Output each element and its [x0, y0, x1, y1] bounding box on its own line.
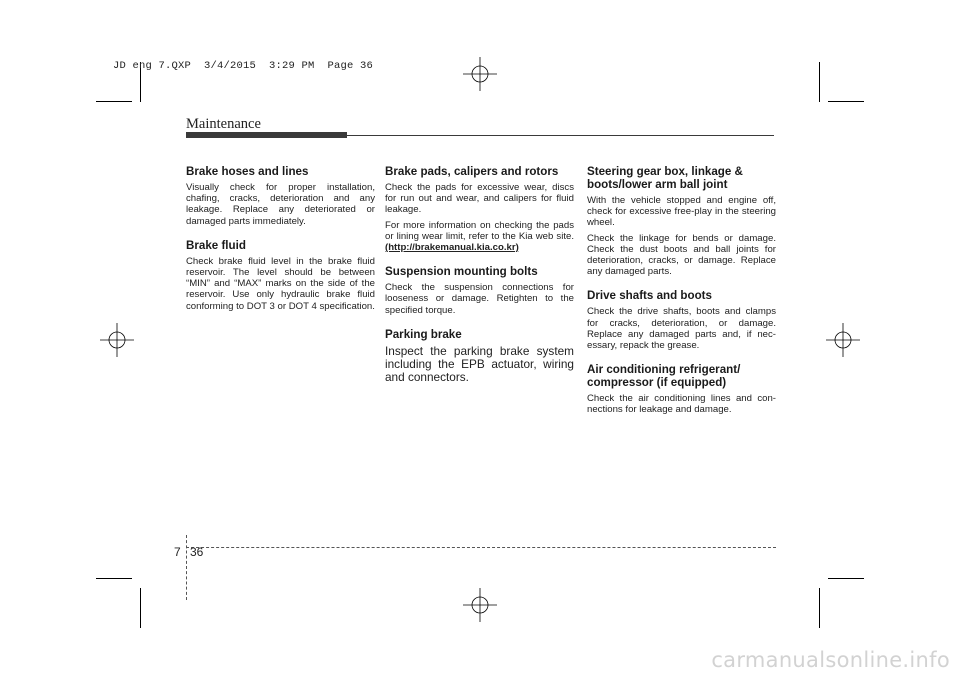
paragraph: Check brake fluid level in the brake fluid reservoir. The level should be between “MIN” and “MAX” marks on the side of the reservoir. Use only hydraulic brake fluid conforming to DOT 3 or DOT 4 specification. — [186, 255, 375, 312]
footer-divider — [186, 535, 187, 600]
crop-mark — [828, 101, 864, 102]
heading-brake-hoses: Brake hoses and lines — [186, 165, 309, 178]
heading-parking-brake: Parking brake — [385, 327, 462, 341]
paragraph: With the vehicle stopped and engine off, check for excessive free-play in the steering wheel. — [587, 195, 776, 229]
paragraph: Check the drive shafts, boots and clamps for cracks, deterioration, or damage. Replace any damaged parts and, if nec- essary, repack the grease. — [587, 306, 776, 352]
crop-mark — [96, 101, 132, 102]
header-bar — [186, 132, 347, 138]
paragraph: For more information on checking the pads or lining wear limit, refer to the Kia web site. (http://brakemanual.kia.co.kr) — [385, 219, 574, 254]
content-column-3 — [587, 165, 776, 420]
section-title: Maintenance — [186, 116, 261, 132]
page-number: 36 — [190, 545, 204, 559]
paragraph: Check the air conditioning lines and con- nections for leakage and damage. — [587, 393, 776, 416]
content-column-2 — [385, 165, 574, 388]
content-column-1 — [186, 165, 375, 316]
heading-suspension: Suspension mounting bolts — [385, 265, 538, 279]
crop-mark — [819, 62, 820, 102]
crop-mark — [96, 578, 132, 579]
paragraph: Visually check for proper installation, chafing, cracks, deterioration and any leakage. Replace any deteriorated or damaged parts immediately. — [186, 182, 375, 227]
crop-mark — [828, 578, 864, 579]
header-rule — [347, 135, 774, 136]
heading-brake-fluid: Brake fluid — [186, 238, 246, 252]
footer-rule — [186, 547, 776, 548]
brake-manual-link[interactable]: (http://brakemanual.kia.co.kr) — [385, 242, 519, 254]
print-slug: JD eng 7.QXP 3/4/2015 3:29 PM Page 36 — [113, 60, 374, 72]
watermark: carmanualsonline.info — [711, 648, 950, 672]
registration-mark-icon — [463, 57, 497, 91]
paragraph: Check the suspension connections for looseness or damage. Retighten to the specified torque. — [385, 282, 574, 316]
paragraph: Check the pads for excessive wear, discs for run out and wear, and calipers for fluid leakage. — [385, 182, 574, 216]
chapter-number: 7 — [174, 545, 181, 559]
heading-steering-gear: Steering gear box, linkage & boots/lower arm ball joint — [587, 165, 743, 191]
paragraph: Check the linkage for bends or damage. Check the dust boots and ball joints for deterioration, cracks, or damage. Replace any damaged parts. — [587, 232, 776, 278]
crop-mark — [819, 588, 820, 628]
paragraph: Inspect the parking brake system including the EPB actuator, wiring and connectors. — [385, 343, 574, 385]
registration-mark-icon — [826, 323, 860, 357]
heading-drive-shafts: Drive shafts and boots — [587, 289, 712, 303]
heading-air-conditioning: Air conditioning refrigerant/ compressor (if equipped) — [587, 363, 741, 390]
heading-brake-pads: Brake pads, calipers and rotors — [385, 165, 559, 178]
registration-mark-icon — [463, 588, 497, 622]
crop-mark — [140, 588, 141, 628]
registration-mark-icon — [100, 323, 134, 357]
